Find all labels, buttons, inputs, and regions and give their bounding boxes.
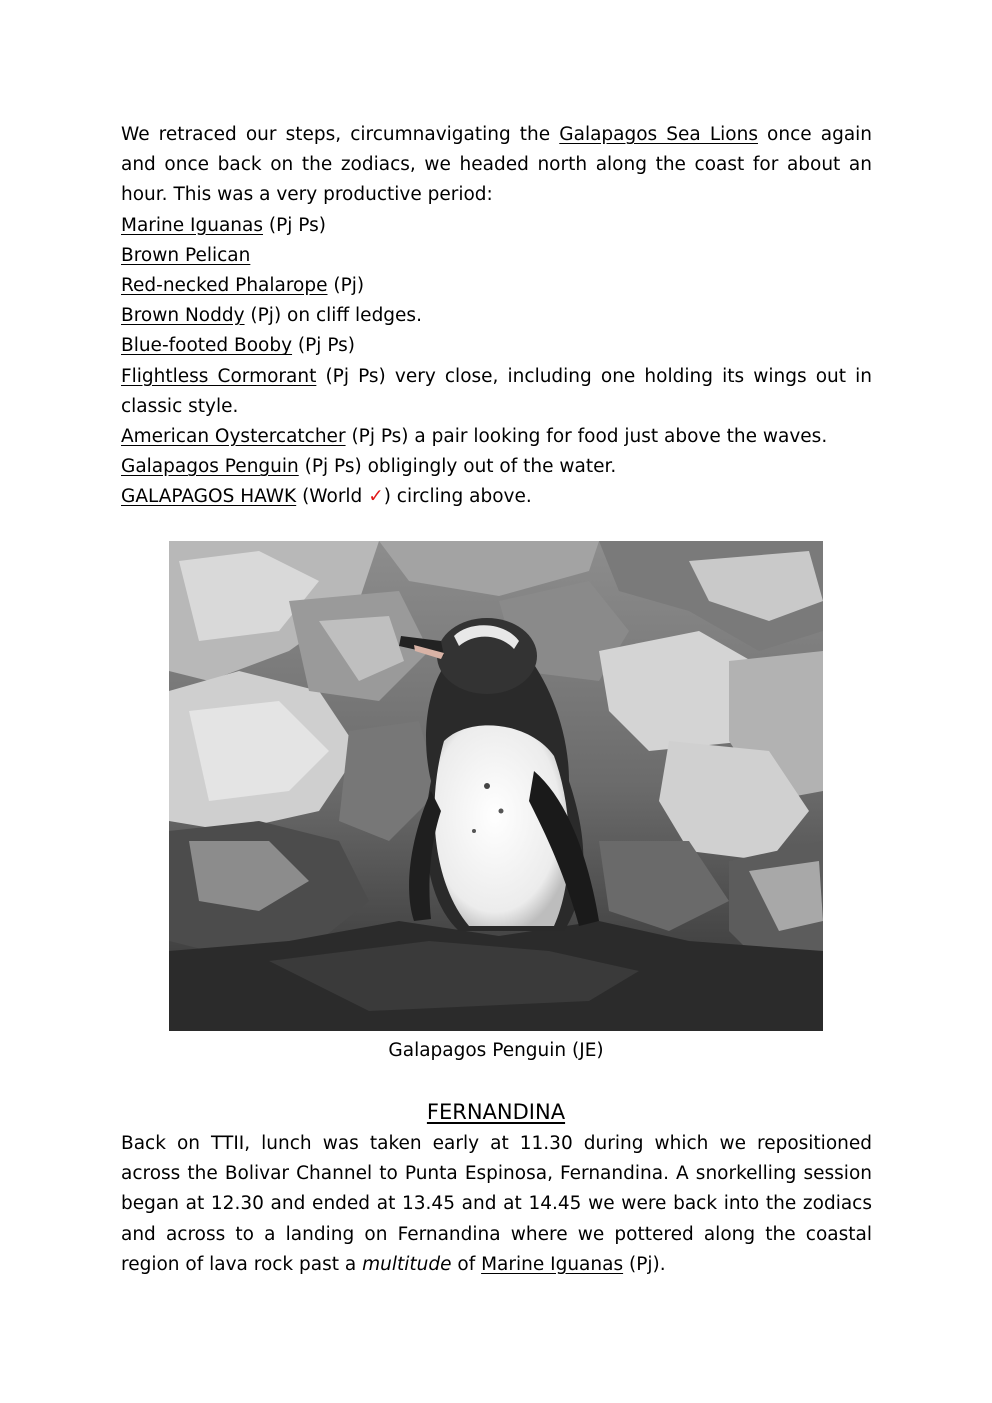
species-line-6 (121, 422, 872, 452)
fernandina-section (121, 1129, 872, 1280)
species-line-5 (121, 362, 872, 392)
species-line-8 (121, 482, 872, 512)
species-name: American Oystercatcher (121, 426, 346, 448)
species-note: (Pj) on cliff ledges. (244, 305, 422, 327)
marine-iguanas-link: Marine Iguanas (481, 1253, 624, 1275)
species-line-4 (121, 331, 872, 361)
species-note: ) circling above. (383, 486, 532, 508)
species-section (121, 120, 872, 513)
species-name: Brown Noddy (121, 305, 245, 327)
species-note: (World (296, 486, 369, 508)
species-name: GALAPAGOS HAWK (121, 486, 297, 508)
species-line-5-cont: classic style. (121, 395, 239, 417)
species-name: Flightless Cormorant (121, 365, 317, 387)
intro-text-2: once again and once back on the zodiacs, we headed north along the coast for about an hour. This was a very productive period: (121, 124, 873, 206)
section-heading (0, 1097, 992, 1127)
photo-caption: Galapagos Penguin (JE) (388, 1040, 604, 1061)
species-name: Blue-footed Booby (121, 335, 293, 357)
section-heading-text: FERNANDINA (426, 1100, 566, 1124)
species-name: Brown Pelican (121, 244, 251, 266)
emphasis-text: multitude (362, 1253, 452, 1275)
species-line-3 (121, 301, 872, 331)
fernandina-text-3: (Pj). (623, 1253, 666, 1275)
species-note: (Pj Ps) (292, 335, 356, 357)
species-note: (Pj Ps) very close, including one holding its wings out in (316, 365, 872, 387)
species-note: (Pj) (327, 275, 365, 297)
species-line-0 (121, 211, 872, 241)
species-note: (Pj Ps) (263, 214, 326, 236)
species-note: (Pj Ps) obligingly out of the water. (298, 456, 617, 478)
species-line-7 (121, 452, 872, 482)
checkmark-icon: ✓ (368, 486, 384, 508)
species-name: Red-necked Phalarope (121, 275, 328, 297)
species-line-1 (121, 241, 872, 271)
intro-text-1: We retraced our steps, circumnavigating the (121, 124, 560, 145)
species-line-2 (121, 271, 872, 301)
fernandina-paragraph (121, 1129, 872, 1280)
fernandina-text-2: of (451, 1253, 482, 1275)
intro-paragraph (121, 120, 872, 211)
fernandina-text-1: Back on TTII, lunch was taken early at 11.30 during which we repositioned across the Bolivar Channel to Punta Espinosa, Fernandina. A snorkelling session began at 12.30 and ended at 13.45 and at 14.45 we were back into the zodiacs and across to a landing on Fernandina where we pottered along the coastal region of lava rock past a (121, 1133, 872, 1275)
species-note: (Pj Ps) a pair looking for food just above the waves. (345, 426, 828, 448)
sea-lions-link: Galapagos Sea Lions (559, 124, 758, 145)
penguin-photo (169, 541, 823, 1031)
species-name: Marine Iguanas (121, 214, 263, 236)
species-name: Galapagos Penguin (121, 456, 299, 478)
